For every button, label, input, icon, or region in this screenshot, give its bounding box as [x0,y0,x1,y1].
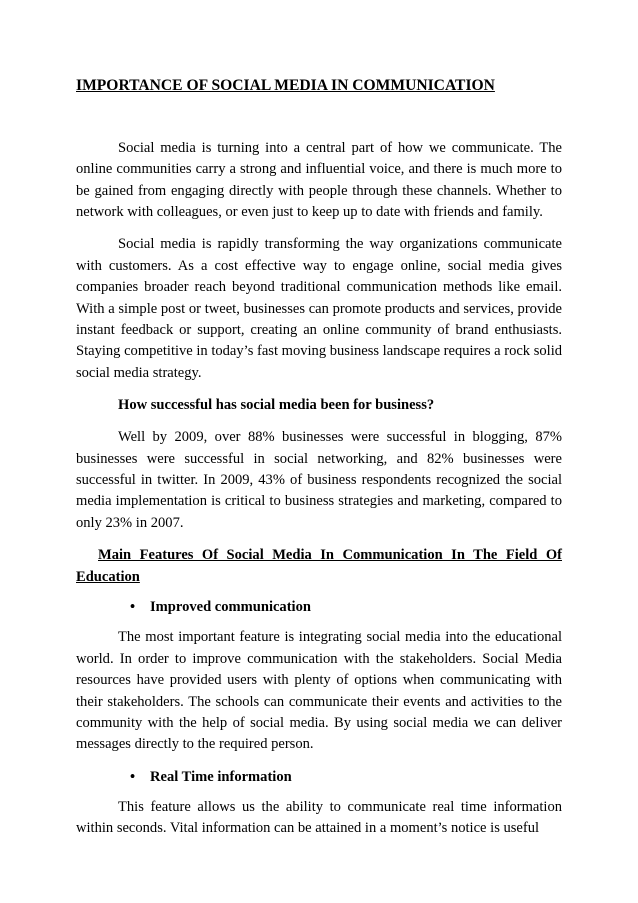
bullet-label: Real Time information [150,768,292,785]
document-title: IMPORTANCE OF SOCIAL MEDIA IN COMMUNICATION [76,77,495,94]
education-features-heading: Main Features Of Social Media In Communication In The Field Of Education [76,547,562,585]
bullet-icon: • [130,768,136,785]
bullet-label: Improved communication [150,598,311,615]
improved-communication-paragraph: The most important feature is integrating social media into the educational world. In order to improve communication with the stakeholders. Social Media resources have provided users with plenty of options when communicating with their stakeholders. The schools can communicate their events and activities to the community with the help of social media. By using social media we can deliver messages directly to the required person. [76,629,562,753]
transformation-paragraph: Social media is rapidly transforming the way organizations communicate with customers. As a cost effective way to engage online, social media gives companies broader reach beyond traditional communication methods like email. With a simple post or tweet, businesses can promote products and services, provide instant feedback or support, creating an online community of brand enthusiasts. Staying competitive in today’s fast moving business landscape requires a rock solid social media strategy. [76,236,563,381]
document-body [76,138,562,851]
real-time-information-bullet [76,767,562,788]
real-time-information-paragraph: This feature allows us the ability to communicate real time information within seconds. Vital information can be attained in a moment’s notice is useful [76,798,562,837]
intro-paragraph: Social media is turning into a central part of how we communicate. The online communities carry a strong and influential voice, and there is much more to be gained from engaging directly with people through these channels. Whether to network with colleagues, or even just to keep up to date with friends and family. [76,140,562,221]
improved-communication-bullet [76,597,562,618]
business-success-subheading: How successful has social media been for business? [118,397,435,414]
statistics-paragraph: Well by 2009, over 88% businesses were successful in blogging, 87% businesses were successful in social networking, and 82% businesses were successful in twitter. In 2009, 43% of business respondents recognized the social media implementation is critical to business strategies and marketing, compared to only 23% in 2007. [76,429,562,531]
bullet-icon: • [130,598,136,615]
